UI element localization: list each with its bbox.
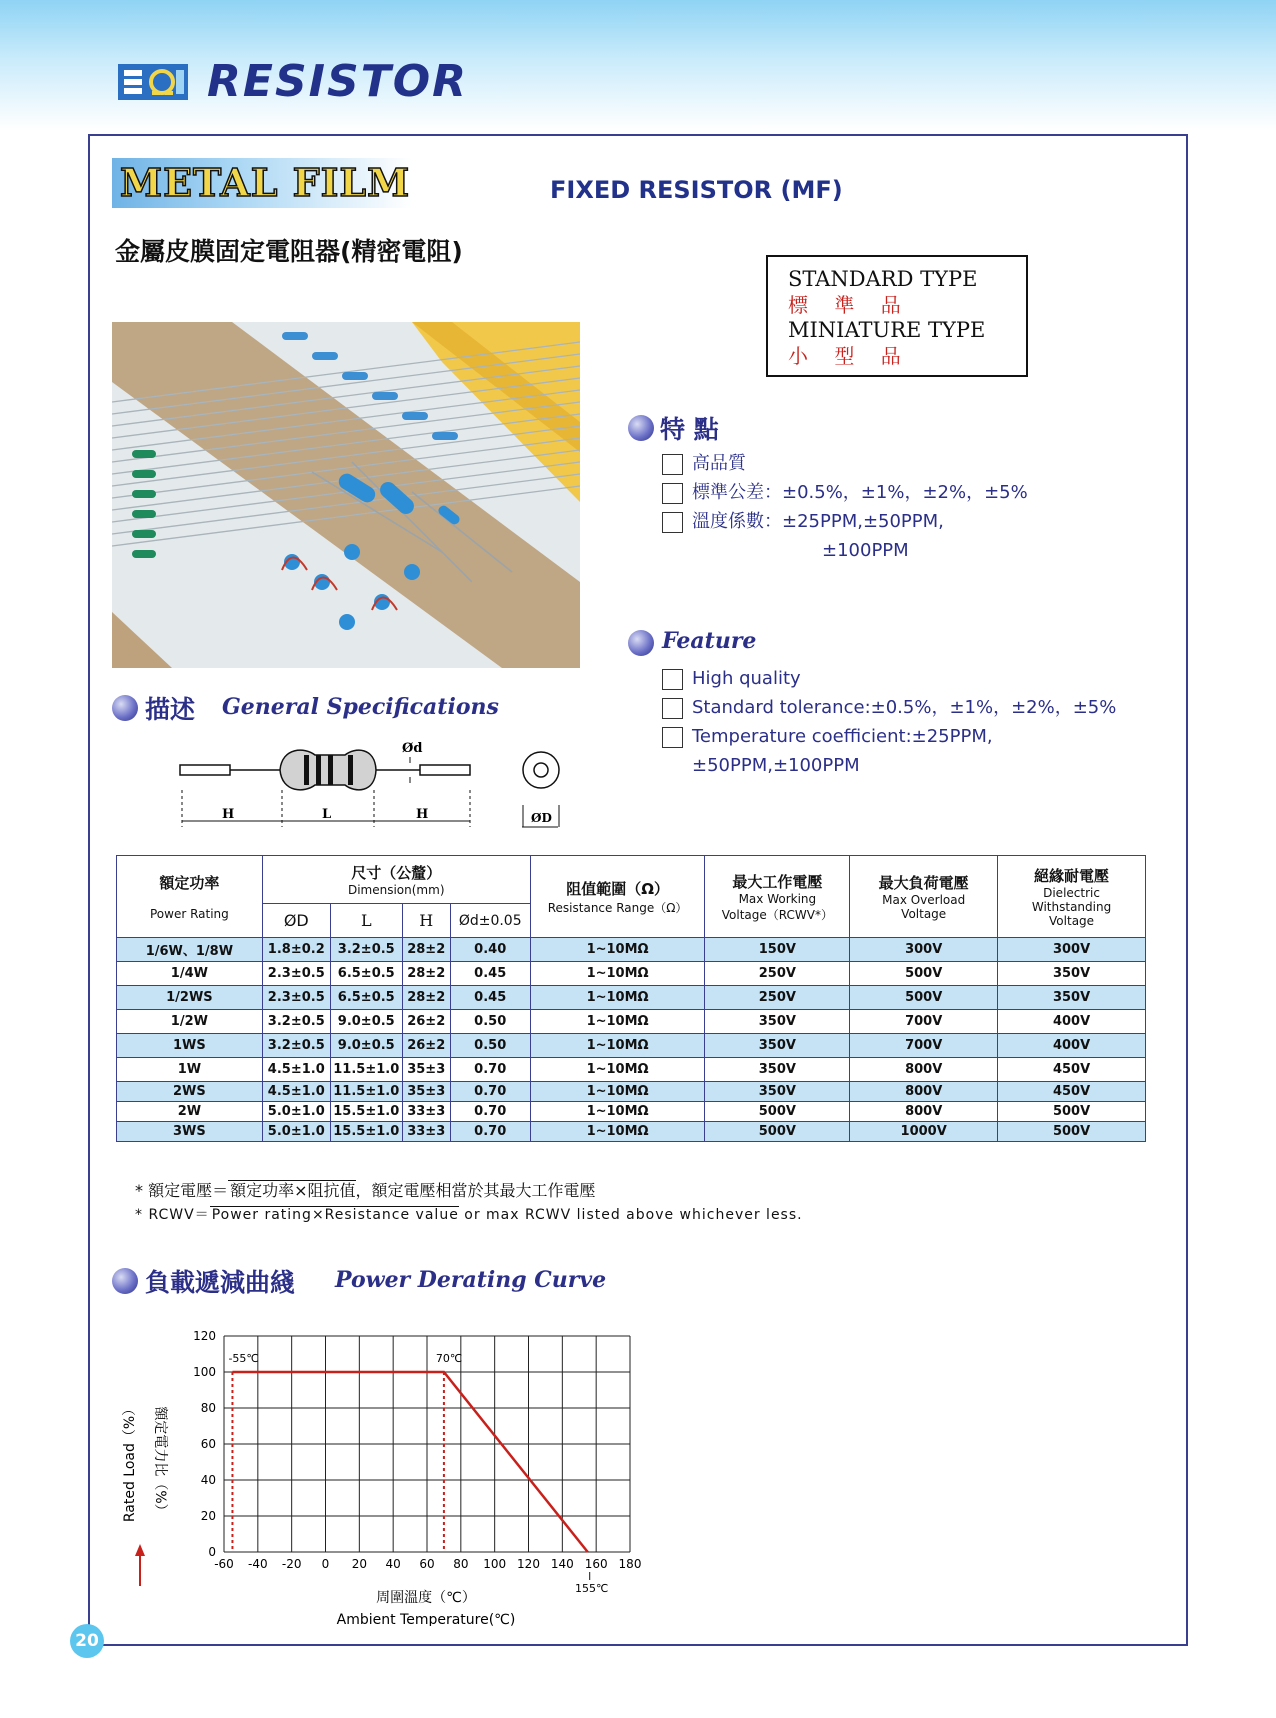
header-power: 額定功率 Power Rating bbox=[117, 856, 263, 938]
header-wire: Ød±0.05 bbox=[450, 904, 530, 938]
table-cell: 1/6W、1/8W bbox=[117, 938, 263, 962]
dim-label-d-small: Ød bbox=[402, 741, 423, 756]
table-cell: 35±3 bbox=[402, 1058, 450, 1082]
product-photo bbox=[112, 322, 580, 668]
list-item-continuation: ±100PPM bbox=[822, 540, 909, 561]
y-tick-label: 120 bbox=[193, 1329, 216, 1343]
x-tick-label: 20 bbox=[351, 1557, 367, 1571]
table-cell: 0.50 bbox=[450, 1010, 530, 1034]
table-cell: 500V bbox=[998, 1122, 1146, 1142]
table-cell: 9.0±0.5 bbox=[330, 1010, 402, 1034]
table-cell: 1/2WS bbox=[117, 986, 263, 1010]
table-cell: 2.3±0.5 bbox=[262, 962, 330, 986]
table-cell: 3.2±0.5 bbox=[262, 1010, 330, 1034]
table-cell: 450V bbox=[998, 1082, 1146, 1102]
y-axis-label-cn: 額定電力比（%） bbox=[152, 1406, 168, 1518]
y-tick-label: 100 bbox=[193, 1365, 216, 1379]
table-cell: 350V bbox=[705, 1058, 850, 1082]
x-tick-label: 140 bbox=[550, 1557, 574, 1571]
derating-heading-en: Power Derating Curve bbox=[335, 1267, 607, 1293]
features-cn-bullet-icon bbox=[628, 415, 654, 441]
list-item: 標準公差：±0.5%，±1%，±2%，±5% bbox=[662, 480, 1028, 509]
table-cell: 350V bbox=[998, 962, 1146, 986]
table-cell: 500V bbox=[998, 1102, 1146, 1122]
list-item: 高品質 bbox=[662, 451, 1028, 480]
table-cell: 0.70 bbox=[450, 1058, 530, 1082]
y-tick-label: 80 bbox=[200, 1401, 216, 1415]
table-cell: 6.5±0.5 bbox=[330, 986, 402, 1010]
table-cell: 4.5±1.0 bbox=[262, 1058, 330, 1082]
dim-label-h-left: H bbox=[222, 807, 235, 822]
table-cell: 1~10MΩ bbox=[530, 1102, 705, 1122]
lead-left bbox=[180, 765, 230, 775]
miniature-type-en: MINIATURE TYPE bbox=[788, 318, 986, 342]
table-cell: 35±3 bbox=[402, 1082, 450, 1102]
table-cell: 800V bbox=[850, 1058, 998, 1082]
x-tick-label: 40 bbox=[385, 1557, 401, 1571]
table-cell: 3WS bbox=[117, 1122, 263, 1142]
metal-film-title: METAL FILM bbox=[120, 160, 411, 205]
table-cell: 1~10MΩ bbox=[530, 1058, 705, 1082]
table-row bbox=[117, 986, 1146, 1010]
table-cell: 350V bbox=[998, 986, 1146, 1010]
table-cell: 700V bbox=[850, 1034, 998, 1058]
table-row bbox=[117, 1010, 1146, 1034]
list-item: 溫度係數：±25PPM,±50PPM, bbox=[662, 509, 1028, 538]
x-tick-label: 0 bbox=[321, 1557, 330, 1571]
note-cn: * 額定電壓＝ 額定功率×阻抗值，額定電壓相當於其最大工作電壓 bbox=[135, 1181, 596, 1200]
table-cell: 15.5±1.0 bbox=[330, 1122, 402, 1142]
page-number: 20 bbox=[70, 1624, 104, 1658]
table-cell: 9.0±0.5 bbox=[330, 1034, 402, 1058]
annotation-155: 155℃ bbox=[575, 1582, 609, 1595]
table-cell: 350V bbox=[705, 1082, 850, 1102]
table-cell: 0.70 bbox=[450, 1082, 530, 1102]
dim-label-d-big: ØD bbox=[531, 811, 552, 825]
table-cell: 28±2 bbox=[402, 938, 450, 962]
table-cell: 250V bbox=[705, 986, 850, 1010]
chinese-title: 金屬皮膜固定電阻器(精密電阻) bbox=[115, 237, 463, 266]
derating-bullet-icon bbox=[112, 1268, 138, 1294]
table-row bbox=[117, 938, 1146, 962]
table-cell: 33±3 bbox=[402, 1122, 450, 1142]
table-cell: 500V bbox=[705, 1102, 850, 1122]
y-tick-label: 60 bbox=[200, 1437, 216, 1451]
table-cell: 15.5±1.0 bbox=[330, 1102, 402, 1122]
x-axis-label-cn: 周圍溫度（℃） bbox=[376, 1590, 476, 1606]
table-cell: 350V bbox=[705, 1010, 850, 1034]
dimension-diagram bbox=[170, 735, 590, 830]
x-tick-label: 120 bbox=[517, 1557, 540, 1571]
dim-label-h-right: H bbox=[416, 807, 429, 822]
table-row bbox=[117, 1082, 1146, 1102]
table-row bbox=[117, 962, 1146, 986]
table-cell: 2W bbox=[117, 1102, 263, 1122]
table-cell: 28±2 bbox=[402, 986, 450, 1010]
table-cell: 400V bbox=[998, 1034, 1146, 1058]
checkbox-icon bbox=[662, 727, 683, 748]
table-cell: 2.3±0.5 bbox=[262, 986, 330, 1010]
y-axis-label: Rated Load（%） bbox=[122, 1401, 138, 1523]
header-max-overload: 最大負荷電壓 Max Overload Voltage bbox=[850, 856, 998, 938]
table-cell: 33±3 bbox=[402, 1102, 450, 1122]
sqrt-cn: 額定功率×阻抗值 bbox=[230, 1181, 356, 1200]
checkbox-icon bbox=[662, 512, 683, 533]
features-en-heading: Feature bbox=[662, 628, 757, 654]
table-cell: 1000V bbox=[850, 1122, 998, 1142]
x-tick-label: 80 bbox=[453, 1557, 469, 1571]
sqrt-en: Power rating×Resistance value bbox=[211, 1207, 459, 1223]
table-row bbox=[117, 1034, 1146, 1058]
standard-type-en: STANDARD TYPE bbox=[788, 267, 978, 291]
table-row bbox=[117, 1102, 1146, 1122]
features-cn-heading: 特 點 bbox=[660, 415, 719, 444]
table-cell: 5.0±1.0 bbox=[262, 1102, 330, 1122]
table-cell: 6.5±0.5 bbox=[330, 962, 402, 986]
table-cell: 0.45 bbox=[450, 986, 530, 1010]
table-cell: 26±2 bbox=[402, 1010, 450, 1034]
general-heading-en: General Specifications bbox=[222, 694, 499, 720]
table-cell: 0.70 bbox=[450, 1122, 530, 1142]
header-dia: ØD bbox=[262, 904, 330, 938]
table-cell: 0.40 bbox=[450, 938, 530, 962]
table-cell: 3.2±0.5 bbox=[262, 1034, 330, 1058]
table-cell: 150V bbox=[705, 938, 850, 962]
resistor-logo-icon bbox=[118, 64, 188, 100]
list-item: Temperature coefficient:±25PPM, bbox=[662, 724, 1116, 753]
table-cell: 5.0±1.0 bbox=[262, 1122, 330, 1142]
table-cell: 1~10MΩ bbox=[530, 986, 705, 1010]
checkbox-icon bbox=[662, 669, 683, 690]
features-en-list bbox=[662, 666, 1116, 782]
table-cell: 800V bbox=[850, 1102, 998, 1122]
list-item: Standard tolerance:±0.5%，±1%，±2%，±5% bbox=[662, 695, 1116, 724]
general-heading-cn: 描述 bbox=[145, 695, 196, 724]
table-row bbox=[117, 1122, 1146, 1142]
table-cell: 350V bbox=[705, 1034, 850, 1058]
table-cell: 500V bbox=[850, 962, 998, 986]
table-cell: 1/4W bbox=[117, 962, 263, 986]
spec-table bbox=[116, 855, 1146, 1142]
standard-type-cn: 標 準 品 bbox=[788, 293, 911, 317]
x-tick-label: 100 bbox=[483, 1557, 507, 1571]
fixed-resistor-title: FIXED RESISTOR (MF) bbox=[550, 176, 843, 204]
y-axis-arrow-icon bbox=[135, 1544, 145, 1556]
table-cell: 400V bbox=[998, 1010, 1146, 1034]
table-cell: 1~10MΩ bbox=[530, 962, 705, 986]
table-cell: 800V bbox=[850, 1082, 998, 1102]
y-tick-label: 20 bbox=[200, 1509, 216, 1523]
cross-section-inner bbox=[534, 763, 548, 777]
header-lead: H bbox=[402, 904, 450, 938]
annotation-70: 70℃ bbox=[435, 1352, 463, 1365]
table-cell: 300V bbox=[998, 938, 1146, 962]
header-resistance: 阻值範圍（Ω） Resistance Range（Ω） bbox=[530, 856, 705, 938]
table-cell: 1~10MΩ bbox=[530, 1010, 705, 1034]
dim-label-l: L bbox=[322, 807, 332, 822]
table-row bbox=[117, 1058, 1146, 1082]
table-cell: 11.5±1.0 bbox=[330, 1082, 402, 1102]
header-band bbox=[0, 0, 1276, 130]
x-tick-label: 180 bbox=[618, 1557, 642, 1571]
table-cell: 1W bbox=[117, 1058, 263, 1082]
table-cell: 500V bbox=[850, 986, 998, 1010]
lead-right bbox=[420, 765, 470, 775]
table-cell: 0.45 bbox=[450, 962, 530, 986]
x-tick-label: -20 bbox=[281, 1557, 302, 1571]
table-cell: 3.2±0.5 bbox=[330, 938, 402, 962]
x-tick-label: 160 bbox=[584, 1557, 608, 1571]
note-en: * RCWV＝ Power rating×Resistance value or max RCWV listed above whichever less. bbox=[135, 1207, 803, 1223]
type-box bbox=[766, 255, 1028, 377]
table-cell: 500V bbox=[705, 1122, 850, 1142]
features-cn-list bbox=[662, 451, 1028, 567]
features-en-bullet-icon bbox=[628, 630, 654, 656]
x-tick-label: -40 bbox=[248, 1557, 268, 1571]
checkbox-icon bbox=[662, 483, 683, 504]
table-cell: 450V bbox=[998, 1058, 1146, 1082]
derating-chart bbox=[110, 1308, 710, 1626]
header-dimension: 尺寸（公釐） Dimension(mm) bbox=[262, 856, 530, 904]
x-axis-label: Ambient Temperature(℃) bbox=[336, 1612, 516, 1626]
list-item: High quality bbox=[662, 666, 1116, 695]
table-cell: 1~10MΩ bbox=[530, 1082, 705, 1102]
table-cell: 1~10MΩ bbox=[530, 1122, 705, 1142]
x-tick-label: 60 bbox=[419, 1557, 435, 1571]
list-item-continuation: ±50PPM,±100PPM bbox=[692, 755, 860, 776]
y-tick-label: 0 bbox=[208, 1545, 216, 1559]
table-cell: 26±2 bbox=[402, 1034, 450, 1058]
table-cell: 1~10MΩ bbox=[530, 1034, 705, 1058]
header-dielectric: 絕緣耐電壓 Dielectric Withstanding Voltage bbox=[998, 856, 1146, 938]
y-tick-label: 40 bbox=[200, 1473, 216, 1487]
table-cell: 300V bbox=[850, 938, 998, 962]
table-cell: 4.5±1.0 bbox=[262, 1082, 330, 1102]
general-bullet-icon bbox=[112, 695, 138, 721]
table-cell: 0.50 bbox=[450, 1034, 530, 1058]
derating-heading-cn: 負載遞減曲綫 bbox=[145, 1268, 296, 1297]
annotation-minus55: -55℃ bbox=[228, 1352, 259, 1365]
table-cell: 1~10MΩ bbox=[530, 938, 705, 962]
header-len: L bbox=[330, 904, 402, 938]
header-max-working: 最大工作電壓 Max Working Voltage（RCWV*） bbox=[705, 856, 850, 938]
x-tick-label: -60 bbox=[214, 1557, 234, 1571]
checkbox-icon bbox=[662, 698, 683, 719]
brand-title: RESISTOR bbox=[207, 56, 468, 107]
table-cell: 700V bbox=[850, 1010, 998, 1034]
table-cell: 1.8±0.2 bbox=[262, 938, 330, 962]
table-cell: 1/2W bbox=[117, 1010, 263, 1034]
table-cell: 2WS bbox=[117, 1082, 263, 1102]
table-cell: 0.70 bbox=[450, 1102, 530, 1122]
derating-curve bbox=[232, 1372, 587, 1552]
table-cell: 1WS bbox=[117, 1034, 263, 1058]
table-cell: 11.5±1.0 bbox=[330, 1058, 402, 1082]
checkbox-icon bbox=[662, 454, 683, 475]
miniature-type-cn: 小 型 品 bbox=[788, 344, 911, 368]
table-cell: 250V bbox=[705, 962, 850, 986]
table-cell: 28±2 bbox=[402, 962, 450, 986]
